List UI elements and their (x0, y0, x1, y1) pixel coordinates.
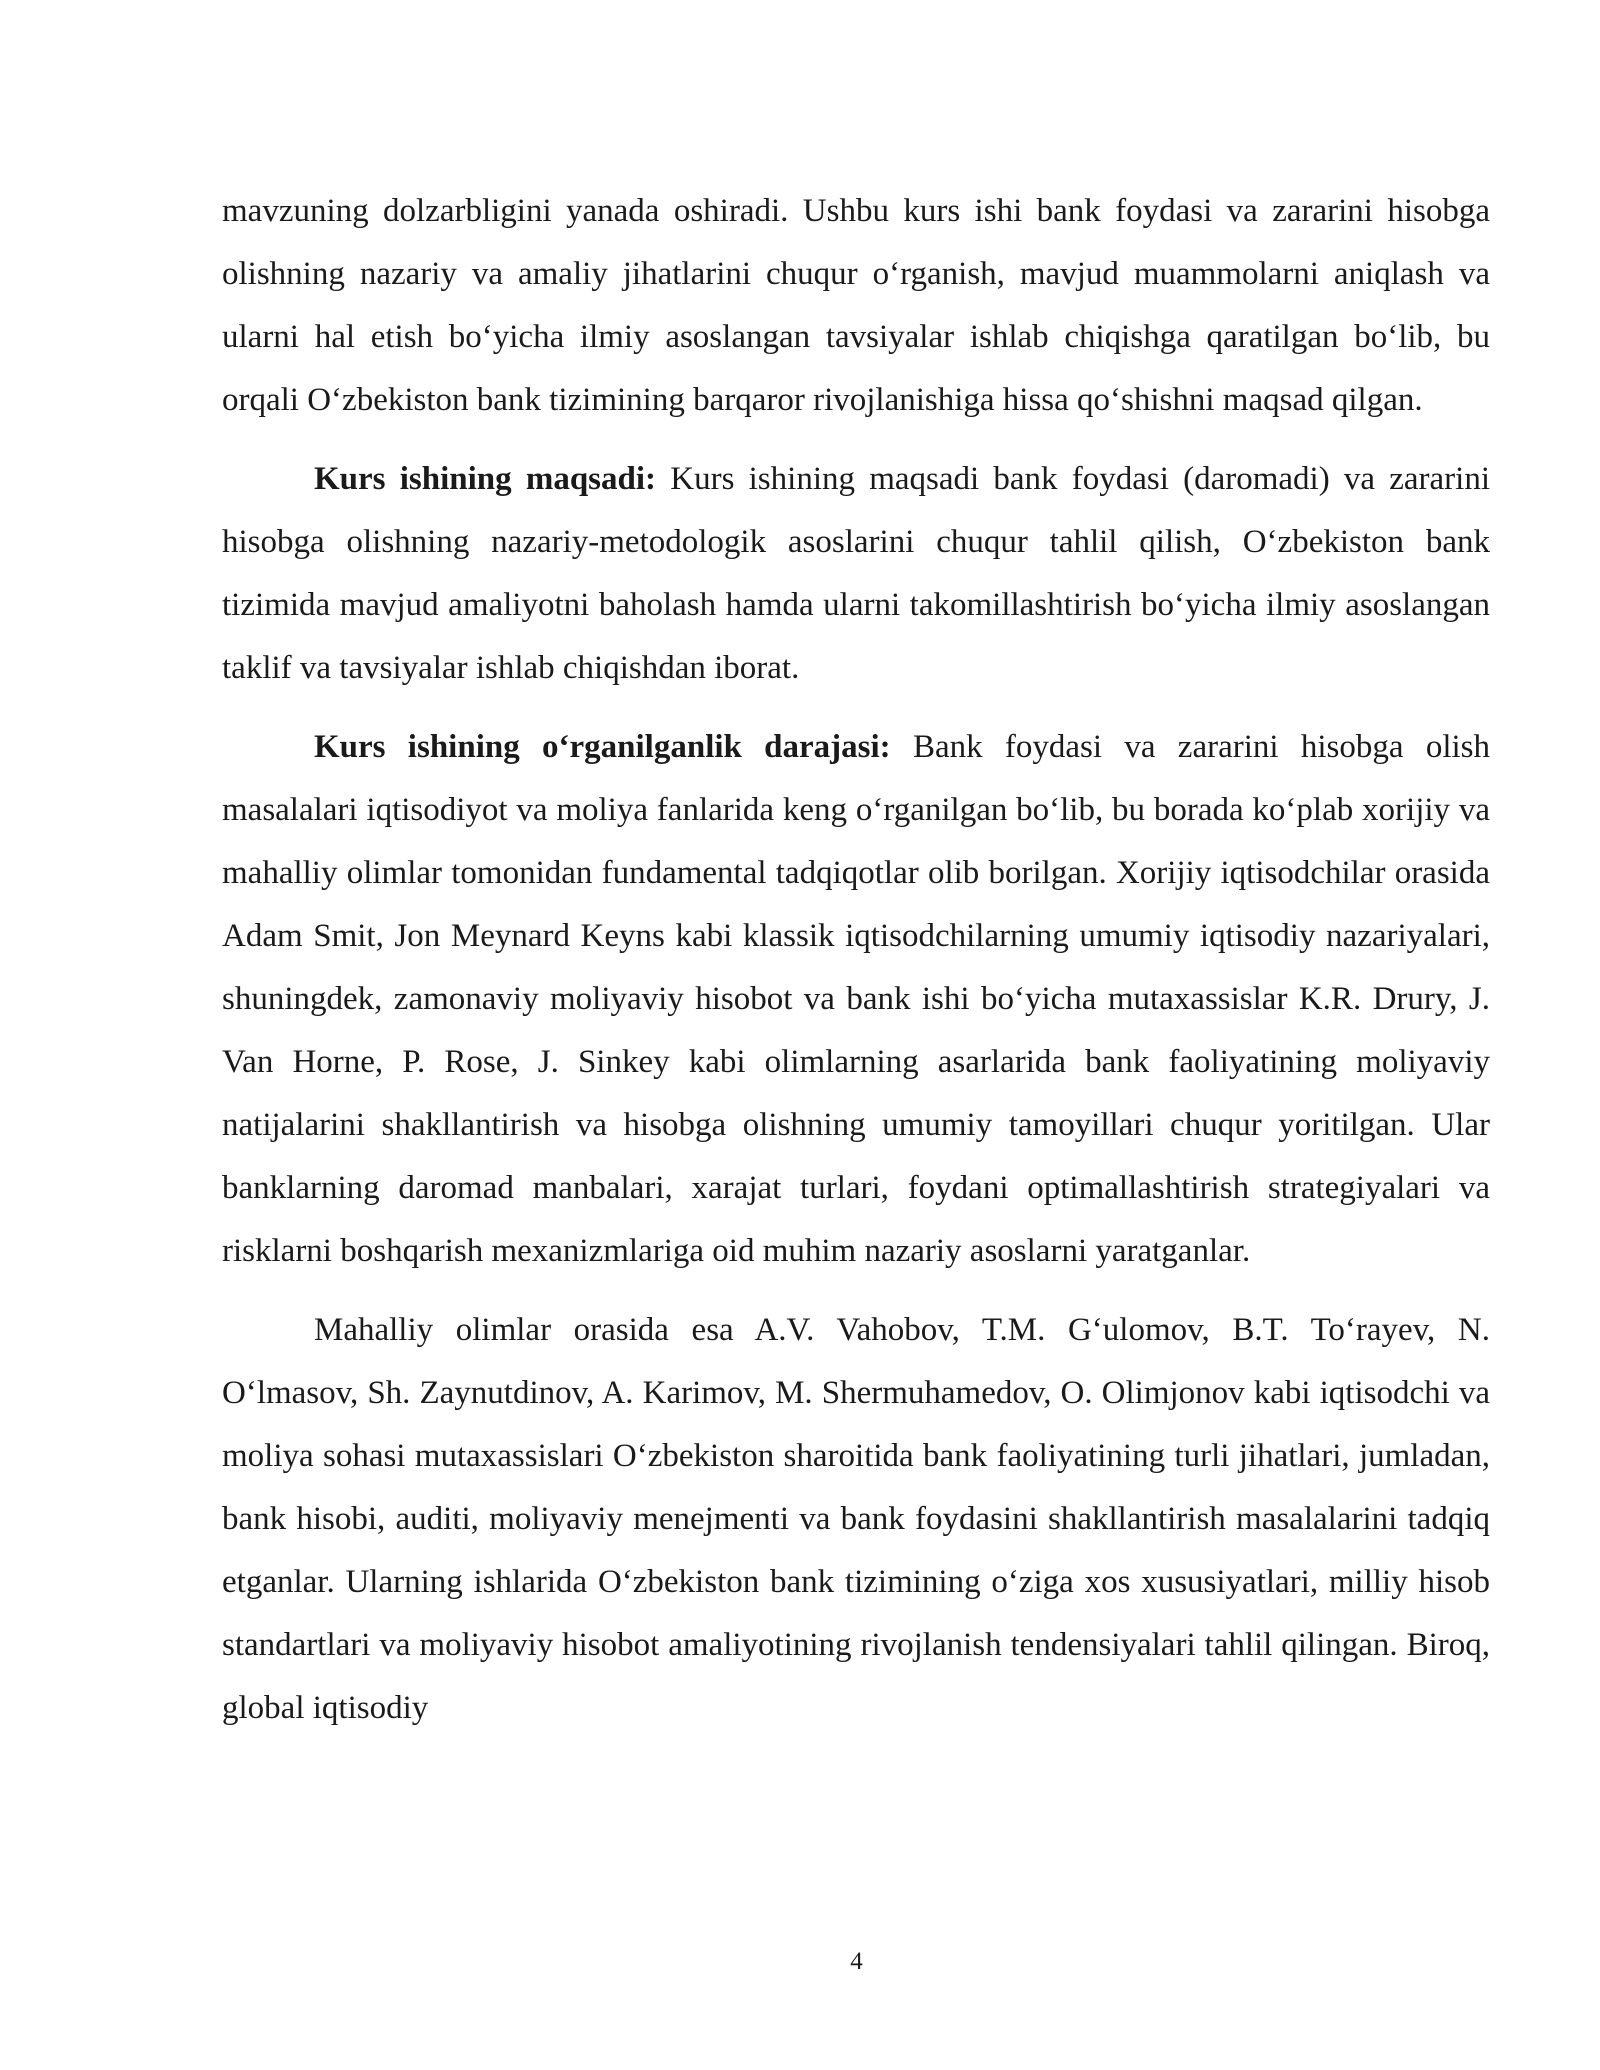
paragraph-text: Bank foydasi va zararini hisobga olish masalalari iqtisodiyot va moliya fanlarida keng o‘rganilgan bo‘lib, bu borada ko‘plab xorijiy va mahalliy olimlar tomonidan fundamental tadqiqotlar olib borilgan. Xorijiy iqtisodchilar orasida Adam Smit, Jon Meynard Keyns kabi klassik iqtisodchilarning umumiy iqtisodiy nazariyalari, shuningdek, zamonaviy moliyaviy hisobot va bank ishi bo‘yicha mutaxassislar K.R. Drury, J. Van Horne, P. Rose, J. Sinkey kabi olimlarning asarlarida bank faoliyatining moliyaviy natijalarini shakllantirish va hisobga olishning umumiy tamoyillari chuqur yoritilgan. Ular banklarning daromad manbalari, xarajat turlari, foydani optimallashtirish strategiyalari va risklarni boshqarish mexanizmlariga oid muhim nazariy asoslarni yaratganlar. (222, 729, 1490, 1269)
page-number: 4 (850, 1948, 863, 1975)
paragraph-text: Kurs ishining maqsadi bank foydasi (daromadi) va zararini hisobga olishning nazariy-metodologik asoslarini chuqur tahlil qilish, O‘zbekiston bank tizimida mavjud amaliyotni baholash hamda ularni takomillashtirish bo‘yicha ilmiy asoslangan taklif va tavsiyalar ishlab chiqishdan iborat. (222, 461, 1491, 686)
paragraph-purpose (222, 448, 1490, 700)
paragraph-text: mavzuning dolzarbligini yanada oshiradi. Ushbu kurs ishi bank foydasi va zararini hisobga olishning nazariy va amaliy jihatlarini chuqur o‘rganish, mavjud muammolarni aniqlash va ularni hal etish bo‘yicha ilmiy asoslangan tavsiyalar ishlab chiqishga qaratilgan bo‘lib, bu orqali O‘zbekiston bank tizimining barqaror rivojlanishiga hissa qo‘shishni maqsad qilgan. (222, 193, 1490, 418)
paragraph-local-scholars (222, 1299, 1490, 1740)
paragraph-heading: Kurs ishining maqsadi: (314, 461, 657, 497)
document-page (222, 180, 1490, 1756)
paragraph-continuation (222, 180, 1490, 432)
paragraph-text: Mahalliy olimlar orasida esa A.V. Vahobov, T.M. G‘ulomov, B.T. To‘rayev, N. O‘lmasov, Sh. Zaynutdinov, A. Karimov, M. Shermuhamedov, O. Olimjonov kabi iqtisodchi va moliya sohasi mutaxassislari O‘zbekiston sharoitida bank faoliyatining turli jihatlari, jumladan, bank hisobi, auditi, moliyaviy menejmenti va bank foydasini shakllantirish masalalarini tadqiq etganlar. Ularning ishlarida O‘zbekiston bank tizimining o‘ziga xos xususiyatlari, milliy hisob standartlari va moliyaviy hisobot amaliyotining rivojlanish tendensiyalari tahlil qilingan. Biroq, global iqtisodiy (222, 1312, 1490, 1726)
paragraph-study-level (222, 716, 1490, 1283)
paragraph-heading: Kurs ishining o‘rganilganlik darajasi: (314, 729, 891, 765)
